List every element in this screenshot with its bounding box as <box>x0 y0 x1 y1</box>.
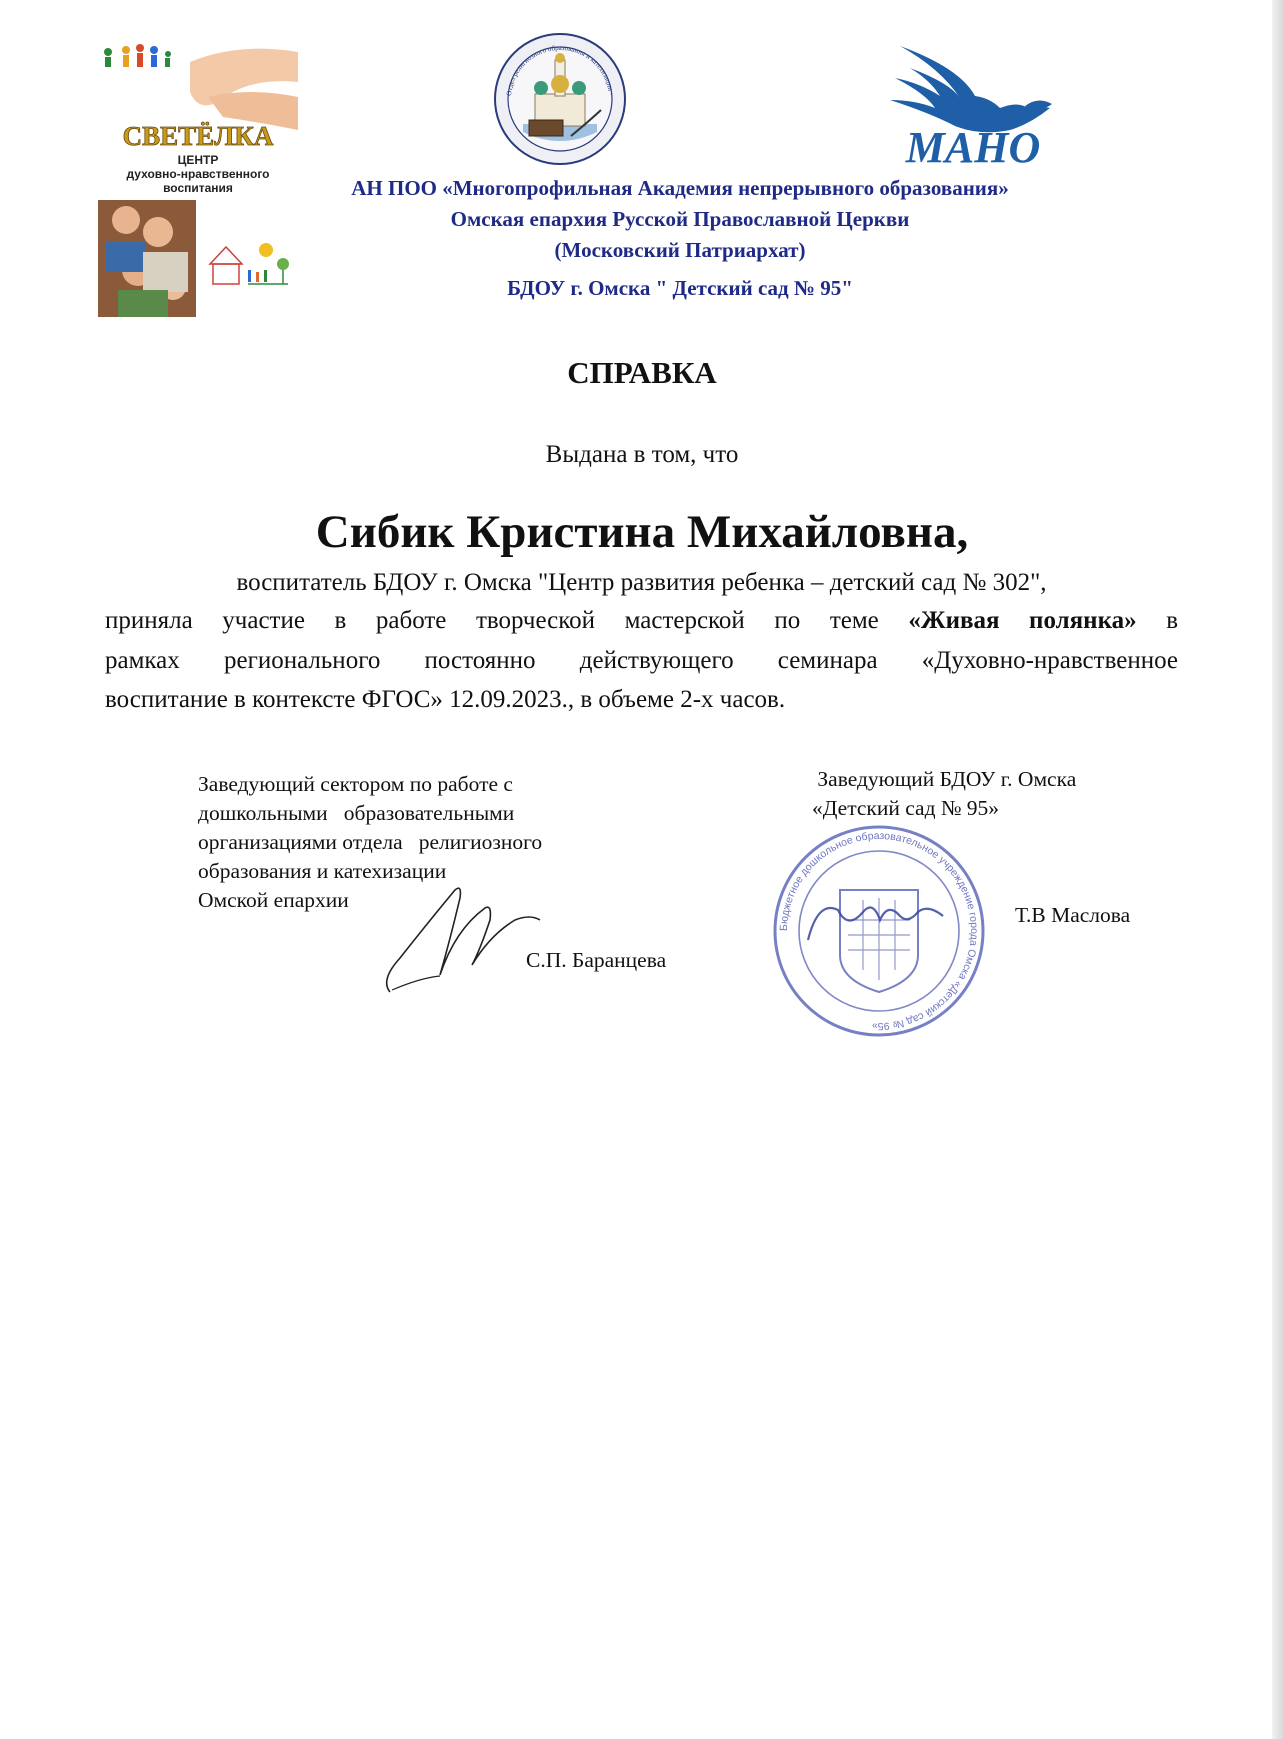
position-line: организациями отдела религиозного <box>198 830 543 854</box>
svg-text:СВЕТЁЛКА: СВЕТЁЛКА <box>122 121 274 151</box>
right-signatory-position <box>812 765 1076 823</box>
position-line: «Детский сад № 95» <box>812 796 1000 820</box>
svetelka-logo <box>98 42 298 317</box>
position-line: образования и катехизации <box>198 859 447 883</box>
document-title: СПРАВКА <box>567 355 717 390</box>
body-line-participation <box>105 607 1178 635</box>
svg-text:ЦЕНТР: ЦЕНТР <box>177 153 219 167</box>
svg-text:МАНО: МАНО <box>905 123 1041 168</box>
department-seal-logo <box>493 32 627 166</box>
position-line: Заведующий БДОУ г. Омска <box>812 767 1077 791</box>
page-edge-shadow <box>1272 0 1284 1739</box>
body-line-position: воспитатель БДОУ г. Омска "Центр развития ребенка – детский сад № 302", <box>236 569 1047 596</box>
body-text-part: в <box>1136 607 1178 634</box>
left-handwritten-signature <box>380 880 550 1000</box>
body-text-part: приняла участие в работе творческой мастерской по теме <box>105 607 909 634</box>
position-line: Заведующий сектором по работе с <box>198 772 513 796</box>
svg-text:воспитания: воспитания <box>163 181 233 195</box>
header-academy: АН ПОО «Многопрофильная Академия непрерывного образования» <box>351 176 1009 200</box>
recipient-name: Сибик Кристина Михайловна, <box>315 506 969 558</box>
mano-logo <box>880 38 1066 168</box>
right-signatory-name: Т.В Маслова <box>1015 903 1131 927</box>
position-line: Омской епархии <box>198 888 349 912</box>
svg-text:Бюджетное дошкольное образоват: Бюджетное дошкольное образовательное учреждение города Омска «Детский сад № 95» <box>777 829 981 1033</box>
issued-text: Выдана в том, что <box>545 441 739 468</box>
header-kindergarten: БДОУ г. Омска " Детский сад № 95" <box>507 276 853 300</box>
body-line-seminar: рамках регионального постоянно действующего семинара «Духовно-нравственное <box>105 647 1178 674</box>
left-signatory-name: С.П. Баранцева <box>526 948 667 972</box>
svg-text:духовно-нравственного: духовно-нравственного <box>126 167 270 181</box>
body-line-date: воспитание в контексте ФГОС» 12.09.2023., в объеме 2-х часов. <box>105 686 786 713</box>
svg-text:Отдел религиозного образования: Отдел религиозного образования и катехизации · <box>505 43 615 97</box>
header-patriarchate: (Московский Патриархат) <box>554 238 806 262</box>
header-eparchy: Омская епархия Русской Православной Церкви <box>450 207 910 231</box>
position-line: дошкольными образовательными <box>198 801 515 825</box>
workshop-title: «Живая полянка» <box>908 607 1137 634</box>
organization-stamp <box>768 820 990 1042</box>
